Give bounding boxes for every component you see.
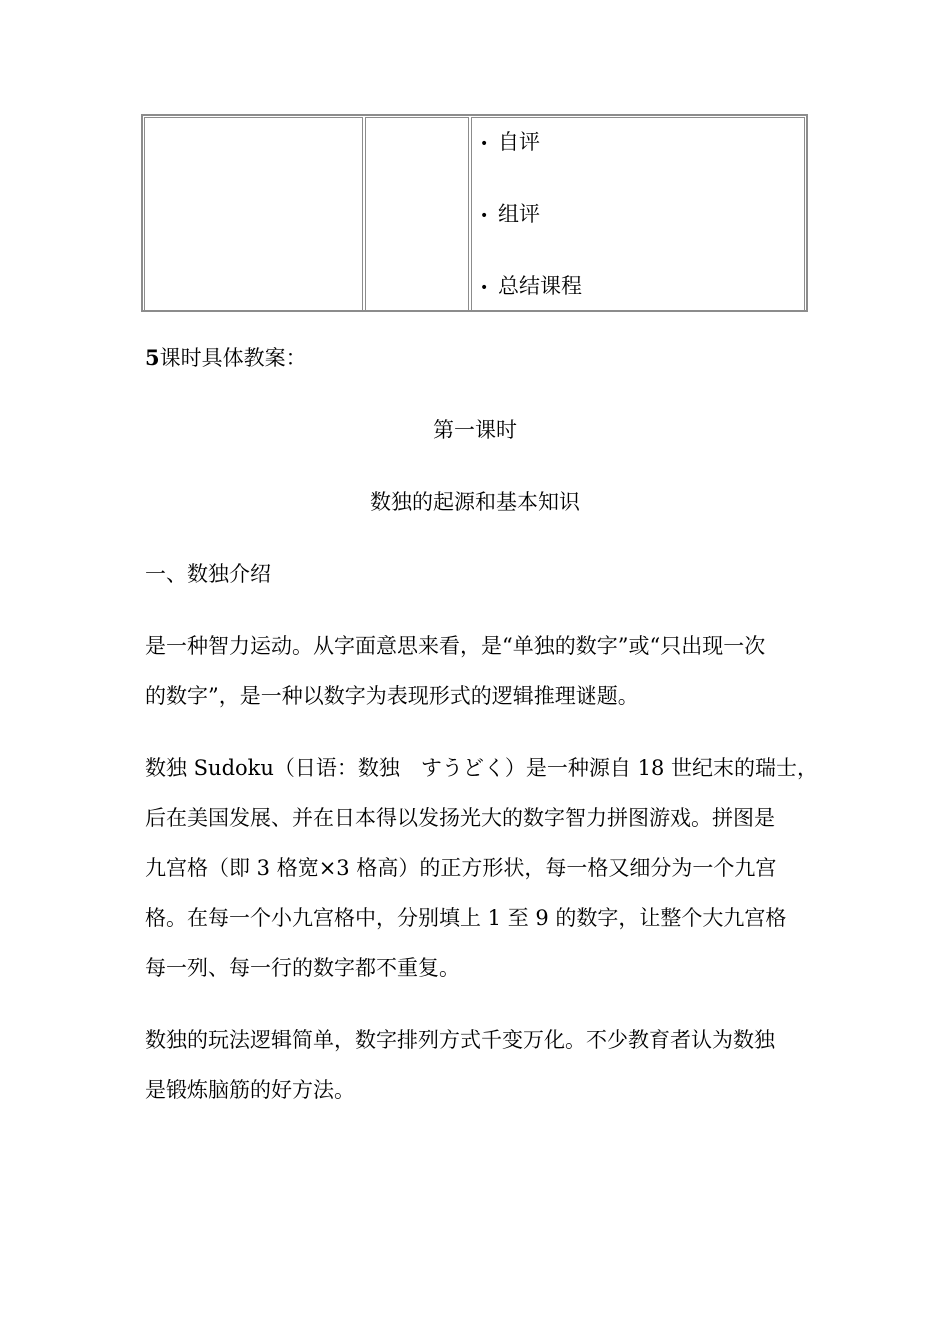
bullet-text: 自评: [498, 130, 540, 154]
paragraph-line: 九宫格（即 3 格宽×3 格高）的正方形状，每一格又细分为一个九宫: [145, 856, 777, 880]
section-heading-text: 课时具体教案：: [159, 346, 307, 370]
evaluation-table: [141, 114, 808, 312]
section-number: 5: [145, 345, 160, 370]
bullet-item: [480, 200, 540, 230]
bullet-text: 组评: [498, 202, 540, 226]
section-heading: [145, 344, 307, 372]
paragraph-line: 后在美国发展、并在日本得以发扬光大的数字智力拼图游戏。拼图是: [145, 806, 775, 830]
paragraph-line: 每一列、每一行的数字都不重复。: [145, 956, 460, 980]
bullet-icon: •: [480, 279, 489, 296]
bullet-icon: •: [480, 207, 489, 224]
table-cell-empty-1: [144, 117, 363, 311]
paragraph-line: 是一种智力运动。从字面意思来看，是“单独的数字”或“只出现一次: [145, 634, 766, 658]
paragraph-line: 数独 Sudoku（日语：数独 すうどく）是一种源自 18 世纪末的瑞士，: [145, 756, 818, 780]
paragraph-line: 的数字”，是一种以数字为表现形式的逻辑推理谜题。: [145, 684, 639, 708]
lesson-title: 第一课时: [433, 418, 517, 442]
bullet-text: 总结课程: [498, 274, 582, 298]
paragraph-line: 数独的玩法逻辑简单，数字排列方式千变万化。不少教育者认为数独: [145, 1028, 775, 1052]
lesson-subtitle: 数独的起源和基本知识: [370, 490, 580, 514]
bullet-item: [480, 272, 582, 302]
part-heading: 一、数独介绍: [145, 562, 271, 586]
table-cell-empty-2: [365, 117, 469, 311]
paragraph-line: 格。在每一个小九宫格中，分别填上 1 至 9 的数字，让整个大九宫格: [145, 906, 787, 930]
bullet-icon: •: [480, 135, 489, 152]
table-cell-activities: [471, 117, 805, 311]
paragraph-line: 是锻炼脑筋的好方法。: [145, 1078, 355, 1102]
bullet-item: [480, 128, 540, 158]
